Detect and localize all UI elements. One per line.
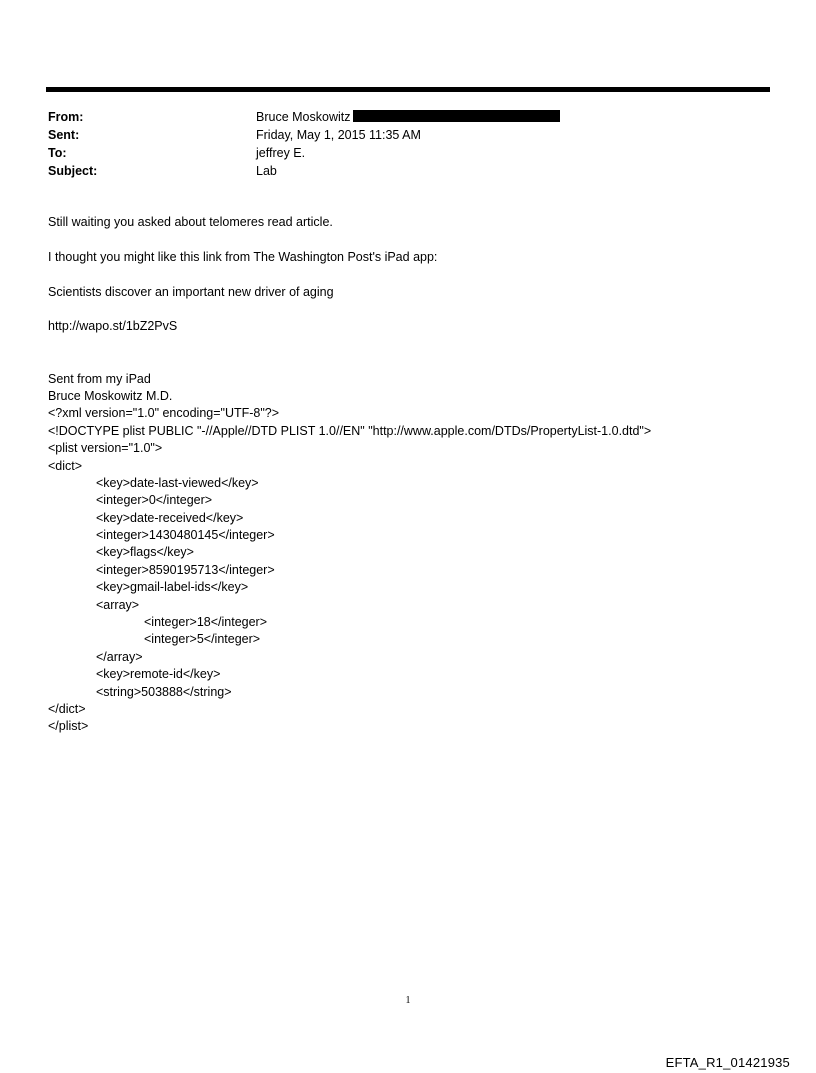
body-paragraph: I thought you might like this link from The Washington Post's iPad app: xyxy=(48,249,438,264)
xml-line: </plist> xyxy=(48,719,89,734)
sender-name: Bruce Moskowitz xyxy=(256,110,351,124)
xml-line: <key>gmail-label-ids</key> xyxy=(96,580,249,595)
to-label: To: xyxy=(48,146,67,160)
xml-line: <integer>8590195713</integer> xyxy=(96,562,275,577)
from-label: From: xyxy=(48,110,84,124)
document-id: EFTA_R1_01421935 xyxy=(665,1055,790,1070)
xml-line: <key>flags</key> xyxy=(96,545,194,560)
page-number: 1 xyxy=(405,995,411,1006)
header-divider xyxy=(46,87,770,92)
spacer xyxy=(48,353,778,370)
article-link[interactable]: http://wapo.st/1bZ2PvS xyxy=(48,319,178,334)
from-value xyxy=(256,108,560,126)
article-title: Scientists discover an important new driver of aging xyxy=(48,284,334,299)
xml-line: <key>date-last-viewed</key> xyxy=(96,475,259,490)
sent-value: Friday, May 1, 2015 11:35 AM xyxy=(256,128,421,142)
xml-line: <integer>0</integer> xyxy=(96,493,213,508)
xml-line: <!DOCTYPE plist PUBLIC "-//Apple//DTD PLIST 1.0//EN" "http://www.apple.com/DTDs/PropertyList-1.0.dtd"> xyxy=(48,423,652,438)
xml-line: </dict> xyxy=(48,702,86,716)
xml-line: <key>date-received</key> xyxy=(96,510,244,525)
body-paragraph: Still waiting you asked about telomeres read article. xyxy=(48,215,333,229)
xml-line: <array> xyxy=(96,597,140,612)
redaction-box xyxy=(353,110,560,122)
subject-label: Subject: xyxy=(48,164,98,178)
signature-line: Bruce Moskowitz M.D. xyxy=(48,388,173,403)
xml-line: <integer>1430480145</integer> xyxy=(96,528,275,543)
xml-line: <key>remote-id</key> xyxy=(96,667,221,682)
xml-line: </array> xyxy=(96,649,143,664)
to-value: jeffrey E. xyxy=(256,146,306,160)
xml-line: <integer>18</integer> xyxy=(144,615,268,630)
xml-line: <integer>5</integer> xyxy=(144,632,261,647)
xml-line: <string>503888</string> xyxy=(96,684,232,699)
xml-line: <dict> xyxy=(48,458,83,473)
xml-line: <?xml version="1.0" encoding="UTF-8"?> xyxy=(48,406,280,421)
subject-value: Lab xyxy=(256,164,277,178)
signature-line: Sent from my iPad xyxy=(48,371,151,386)
email-body xyxy=(48,214,778,736)
xml-line: <plist version="1.0"> xyxy=(48,441,163,456)
sent-label: Sent: xyxy=(48,128,80,142)
